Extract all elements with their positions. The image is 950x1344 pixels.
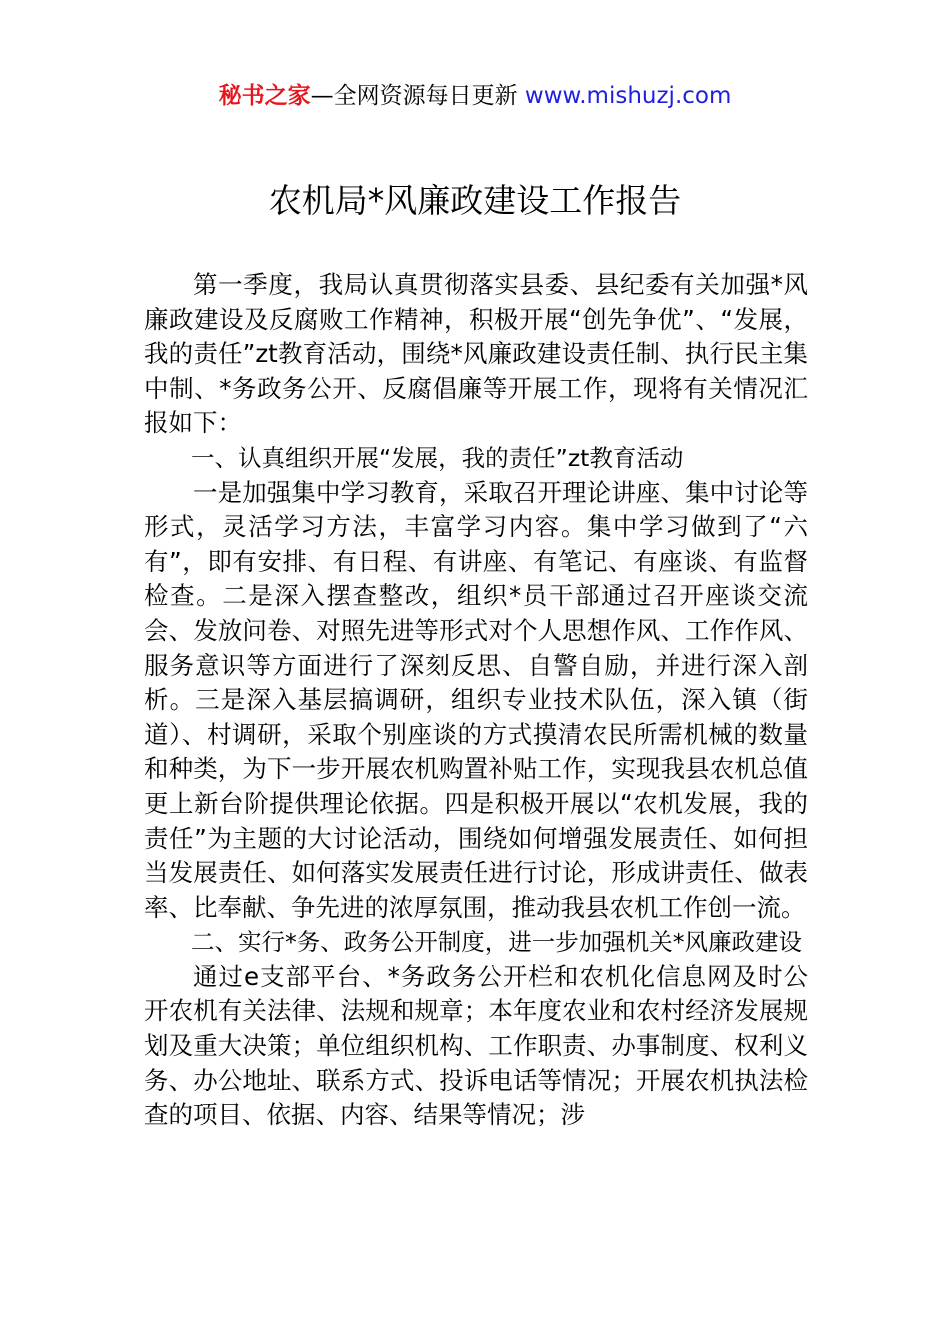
document-title: 农机局*风廉政建设工作报告 <box>268 181 682 220</box>
section-heading-1: 一、认真组织开展“发展，我的责任”zt教育活动 <box>191 443 684 472</box>
section-heading-2: 二、实行*务、政务公开制度，进一步加强机关*风廉政建设 <box>191 928 802 957</box>
header-tagline: —全网资源每日更新 <box>310 83 525 109</box>
section-1-paragraph: 一是加强集中学习教育，采取召开理论讲座、集中讨论等形式，灵活学习方法，丰富学习内容。集中学习做到了“六有”，即有安排、有日程、有讲座、有笔记、有座谈、有监督检查。二是深入摆查整改，组织*员干部通过召开座谈交流会、发放问卷、对照先进等形式对个人思想作风、工作作风、服务意识等方面进行了深刻反思、自警自励，并进行深入剖析。三是深入基层搞调研，组织专业技术队伍，深入镇（街道）、村调研，采取个别座谈的方式摸清农民所需机械的数量和种类，为下一步开展农机购置补贴工作，实现我县农机总值更上新台阶提供理论依据。四是积极开展以“农机发展，我的责任”为主题的大讨论活动，围绕如何增强发展责任、如何担当发展责任、如何落实发展责任进行讨论，形成讲责任、做表率、比奉献、争先进的浓厚氛围，推动我县农机工作创一流。 <box>144 477 808 922</box>
brand-name: 秘书之家 <box>218 83 311 109</box>
section-2-paragraph: 通过e支部平台、*务政务公开栏和农机化信息网及时公开农机有关法律、法规和规章；本年度农业和农村经济发展规划及重大决策；单位组织机构、工作职责、办事制度、权利义务、办公地址、联系方式、投诉电话等情况；开展农机执法检查的项目、依据、内容、结果等情况；涉 <box>144 961 808 1130</box>
site-header <box>0 80 950 112</box>
site-url-link[interactable]: www.mishuzj.com <box>524 83 732 109</box>
document-body <box>144 268 808 1133</box>
intro-paragraph: 第一季度，我局认真贯彻落实县委、县纪委有关加强*风廉政建设及反腐败工作精神，积极开展“创先争优”、“发展，我的责任”zt教育活动，围绕*风廉政建设责任制、执行民主集中制、*务政务公开、反腐倡廉等开展工作，现将有关情况汇报如下： <box>144 270 808 438</box>
